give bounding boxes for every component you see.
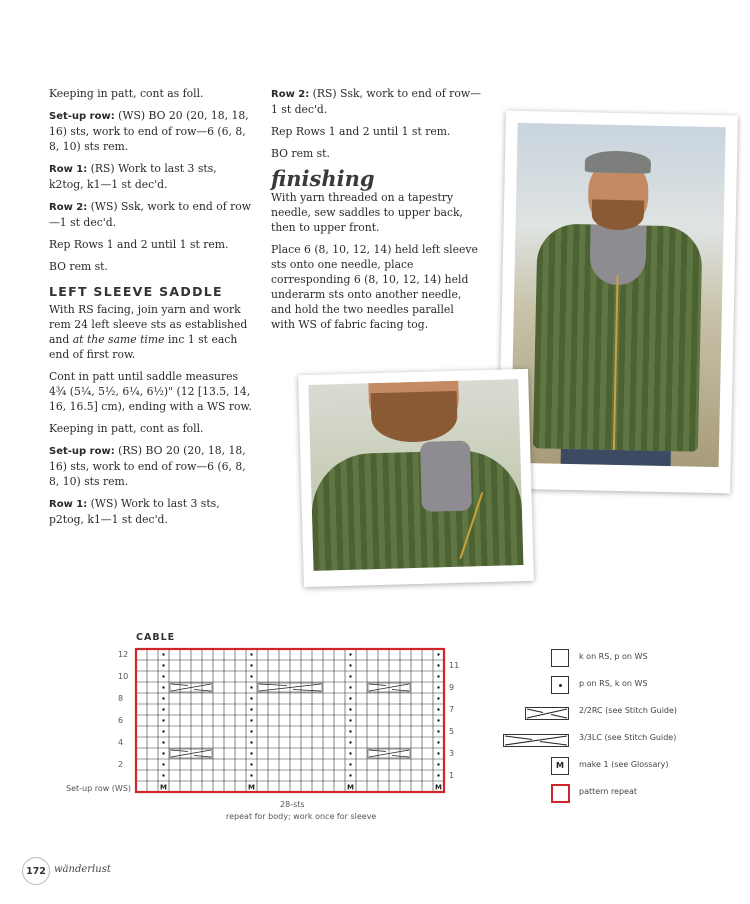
cable-2-2rc-symbol xyxy=(369,684,409,691)
purl-dot xyxy=(437,774,439,776)
make1-symbol: M xyxy=(160,783,167,792)
pattern-repeat-box xyxy=(136,649,444,792)
purl-dot xyxy=(349,763,351,765)
paragraph: Cont in patt until saddle measures 4¾ (5¼, 5½, 6¼, 6½)" (12 [13.5, 14, 16, 16.5] cm), ending with a WS row. xyxy=(49,370,252,413)
paragraph: BO rem st. xyxy=(49,260,108,273)
purl-dot xyxy=(250,774,252,776)
italic-text: at the same time xyxy=(72,333,165,346)
purl-dot xyxy=(349,653,351,655)
row-number-label: 11 xyxy=(449,661,460,670)
cable-2-2rc-symbol xyxy=(368,749,410,758)
paragraph xyxy=(49,496,254,527)
book-title: wänderlust xyxy=(54,864,111,875)
purl-dot xyxy=(437,719,439,721)
purl-dot xyxy=(437,675,439,677)
cable-2-2rc-symbol xyxy=(368,683,410,692)
legend-label: 3/3LC (see Stitch Guide) xyxy=(579,733,677,742)
setup-row-label: Set-up row (WS) xyxy=(66,784,132,793)
row-number-label: 12 xyxy=(118,650,129,659)
purl-dot xyxy=(349,719,351,721)
purl-dot xyxy=(250,708,252,710)
dot-box-icon xyxy=(551,676,569,694)
cable-2-2rc-symbol xyxy=(369,750,409,757)
row-text: (RS) Work to last 3 sts, k2tog, k1—1 st dec'd. xyxy=(49,162,217,191)
purl-dot xyxy=(349,686,351,688)
purl-dot xyxy=(250,686,252,688)
row-number-label: 3 xyxy=(449,749,455,758)
paragraph: Rep Rows 1 and 2 until 1 st rem. xyxy=(271,125,451,138)
purl-dot xyxy=(349,730,351,732)
cable-2-2rc-symbol xyxy=(171,684,211,691)
purl-dot xyxy=(437,741,439,743)
make1-symbol: M xyxy=(347,783,354,792)
cross-3-3-icon xyxy=(503,732,569,751)
paragraph: Place 6 (8, 10, 12, 14) held left sleeve sts onto one needle, place corresponding 6 (8, 10, 12, 14) held underarm sts onto another needle, and hold the two needles parallel with WS of fabric facing tog. xyxy=(271,243,478,331)
purl-dot xyxy=(162,697,164,699)
row-text: (WS) Ssk, work to end of row—1 st dec'd. xyxy=(49,200,252,229)
purl-dot xyxy=(162,708,164,710)
row-number-label: 6 xyxy=(118,716,124,725)
legend-label: k on RS, p on WS xyxy=(579,652,648,661)
cable-3-3lc-symbol xyxy=(258,683,322,692)
purl-dot xyxy=(162,763,164,765)
purl-dot xyxy=(349,664,351,666)
row-text: (WS) BO 20 (20, 18, 18, 16) sts, work to end of row—6 (6, 8, 8, 10) sts rem. xyxy=(49,109,249,153)
purl-dot xyxy=(349,774,351,776)
purl-dot xyxy=(437,697,439,699)
purl-dot xyxy=(349,752,351,754)
purl-dot xyxy=(250,730,252,732)
paragraph xyxy=(49,443,254,489)
make1-symbol: M xyxy=(435,783,442,792)
paragraph: Keeping in patt, cont as foll. xyxy=(49,87,204,100)
cable-2-2rc-symbol xyxy=(171,750,211,757)
purl-dot xyxy=(437,686,439,688)
row-label: Row 2: xyxy=(271,89,310,100)
cable-3-3lc-symbol xyxy=(259,684,321,691)
purl-dot xyxy=(162,653,164,655)
purl-dot xyxy=(162,719,164,721)
cable-2-2rc-symbol xyxy=(171,750,211,757)
purl-dot xyxy=(349,697,351,699)
cable-3-3lc-symbol xyxy=(259,684,321,691)
row-label: Row 1: xyxy=(49,164,88,175)
stitch-count-label: 28-sts xyxy=(280,800,305,809)
purl-dot xyxy=(162,686,164,688)
paragraph: With yarn threaded on a tapestry needle, sew saddles to upper back, then to upper front. xyxy=(271,191,463,234)
purl-dot xyxy=(162,664,164,666)
row-number-label: 5 xyxy=(449,727,455,736)
paragraph: Keeping in patt, cont as foll. xyxy=(49,422,204,435)
purl-dot xyxy=(162,675,164,677)
purl-dot xyxy=(437,752,439,754)
purl-dot xyxy=(437,763,439,765)
text: With RS facing, join yarn and work rem 24 left sleeve sts as established and xyxy=(49,303,248,346)
chart-title: CABLE xyxy=(136,632,176,643)
purl-dot xyxy=(250,697,252,699)
photo-image xyxy=(511,123,726,467)
row-text: (RS) BO 20 (20, 18, 18, 16) sts, work to end of row—6 (6, 8, 8, 10) sts rem. xyxy=(49,444,246,488)
purl-dot xyxy=(437,708,439,710)
photo-full-cardigan xyxy=(498,111,738,494)
row-text: (WS) Work to last 3 sts, p2tog, k1—1 st dec'd. xyxy=(49,497,220,526)
paragraph xyxy=(49,108,254,154)
paragraph: Rep Rows 1 and 2 until 1 st rem. xyxy=(49,238,229,251)
paragraph: BO rem st. xyxy=(271,147,330,160)
legend-label: 2/2RC (see Stitch Guide) xyxy=(579,706,678,715)
empty-box-icon xyxy=(551,649,569,667)
row-number-label: 1 xyxy=(449,771,455,780)
cable-2-2rc-symbol xyxy=(171,684,211,691)
legend-label: p on RS, k on WS xyxy=(579,679,648,688)
purl-dot xyxy=(162,774,164,776)
row-text: (RS) Ssk, work to end of row—1 st dec'd. xyxy=(271,87,481,116)
purl-dot xyxy=(437,730,439,732)
paragraph xyxy=(49,161,254,192)
section-heading-finishing: finishing xyxy=(271,166,375,191)
cross-2-2-icon xyxy=(525,705,569,724)
red-box-icon xyxy=(551,784,570,803)
make1-symbol: M xyxy=(248,783,255,792)
purl-dot xyxy=(349,741,351,743)
purl-dot xyxy=(250,752,252,754)
row-number-label: 8 xyxy=(118,694,124,703)
page-number: 172 xyxy=(22,857,50,885)
row-number-label: 7 xyxy=(449,705,455,714)
purl-dot xyxy=(437,653,439,655)
row-label: Set-up row: xyxy=(49,111,115,122)
row-number-label: 9 xyxy=(449,683,455,692)
text: inc 1 st each end of first row. xyxy=(49,333,238,361)
purl-dot xyxy=(250,741,252,743)
legend-label: make 1 (see Glossary) xyxy=(579,760,669,769)
section-heading: LEFT SLEEVE SADDLE xyxy=(49,284,223,299)
m-box-icon: M xyxy=(551,757,569,775)
text-column-left xyxy=(49,86,254,534)
row-label: Row 2: xyxy=(49,202,88,213)
cable-2-2rc-symbol xyxy=(170,683,212,692)
purl-dot xyxy=(250,675,252,677)
purl-dot xyxy=(250,653,252,655)
purl-dot xyxy=(437,664,439,666)
row-label: Set-up row: xyxy=(49,446,115,457)
row-number-label: 4 xyxy=(118,738,124,747)
cable-2-2rc-symbol xyxy=(170,749,212,758)
cable-2-2rc-symbol xyxy=(369,750,409,757)
legend-label: pattern repeat xyxy=(579,787,638,796)
row-label: Row 1: xyxy=(49,499,88,510)
row-number-label: 2 xyxy=(118,760,124,769)
purl-dot xyxy=(349,675,351,677)
purl-dot xyxy=(162,752,164,754)
repeat-caption: repeat for body; work once for sleeve xyxy=(226,812,377,821)
paragraph xyxy=(271,86,481,117)
photo-closeup-collar xyxy=(298,369,534,587)
photo-image xyxy=(308,379,523,571)
row-number-label: 10 xyxy=(118,672,129,681)
purl-dot xyxy=(250,664,252,666)
paragraph xyxy=(49,302,254,362)
purl-dot xyxy=(349,708,351,710)
cable-2-2rc-symbol xyxy=(369,684,409,691)
purl-dot xyxy=(250,719,252,721)
paragraph xyxy=(49,199,254,230)
purl-dot xyxy=(250,763,252,765)
purl-dot xyxy=(162,741,164,743)
purl-dot xyxy=(162,730,164,732)
text-column-right xyxy=(271,86,481,339)
